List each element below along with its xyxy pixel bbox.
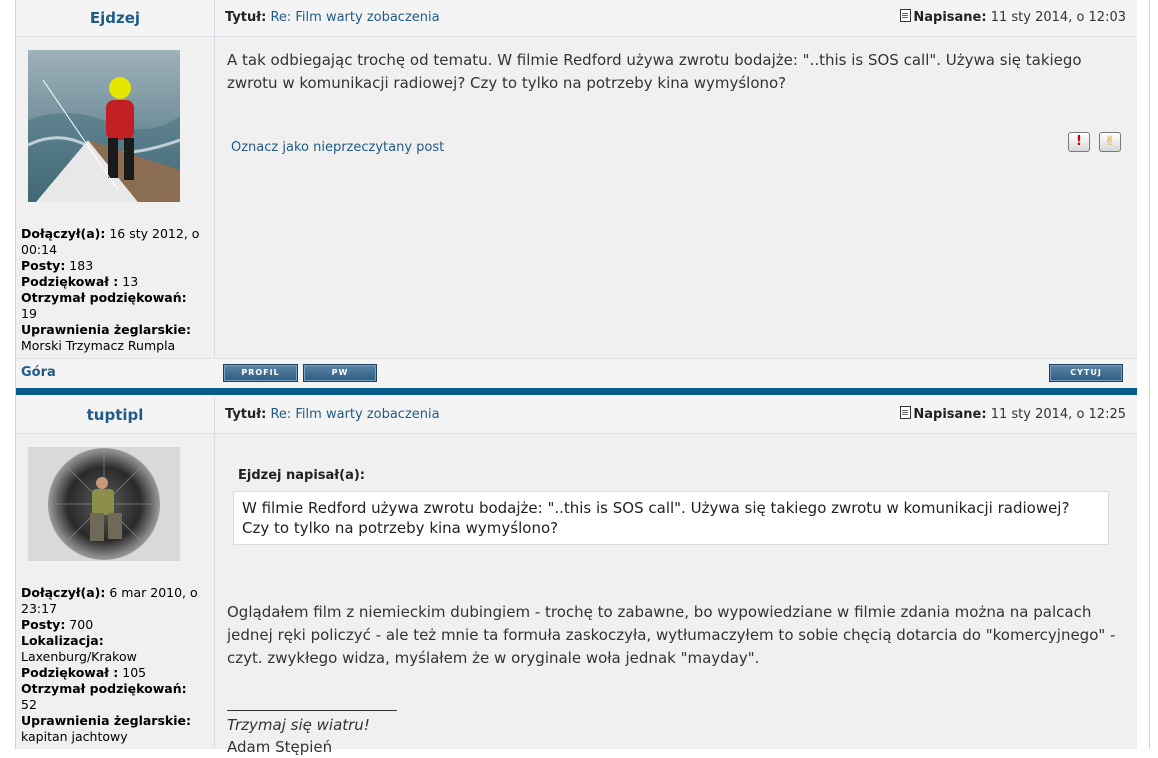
post-footer	[16, 358, 1137, 387]
topic-posts-frame	[15, 0, 1138, 756]
page-right-margin	[1137, 0, 1158, 749]
signature-name: Adam Stępień	[227, 738, 333, 756]
joined-row: Dołączył(a): 6 mar 2010, o 23:17	[21, 585, 198, 616]
post-date: Napisane: 11 sty 2014, o 12:03	[900, 0, 1126, 36]
location-row: Lokalizacja: Laxenburg/Krakow	[21, 633, 137, 664]
received-row: Otrzymał podziękowań: 19	[21, 290, 187, 321]
signature-motto: Trzymaj się wiatru!	[227, 716, 370, 734]
thanked-row: Podziękował : 105	[21, 665, 147, 680]
joined-row: Dołączył(a): 16 sty 2012, o 00:14	[21, 226, 200, 257]
posts-row: Posty: 700	[21, 617, 94, 632]
post-body-column	[215, 0, 1137, 358]
signature-divider	[227, 710, 397, 711]
post-date: Napisane: 11 sty 2014, o 12:25	[900, 397, 1126, 433]
quote-box: W filmie Redford używa zwrotu bodajże: "..this is SOS call". Używa się takiego zwrotu w komunikacji radiowej? Czy to tylko na potrzeby kina wymyślono?	[233, 491, 1109, 545]
post-title-link[interactable]: Re: Film warty zobaczenia	[270, 407, 440, 422]
pm-button[interactable]: PW	[303, 364, 377, 382]
author-column	[16, 397, 215, 749]
post-text: Oglądałem film z niemieckim dubingiem - trochę to zabawne, bo wypowiedziane w filmie zdania można na palcach jednej ręki policzyć - ale też mnie ta formuła zaskoczyła, wytłumaczyłem to sobie chęcią dotarcia do "komercyjnego" -czyt. zwykłego widza, myślałem że w oryginale woła jednak "mayday".	[227, 603, 1116, 667]
report-icon[interactable]: !	[1068, 132, 1090, 152]
author-profile	[21, 226, 211, 354]
profile-button[interactable]: PROFIL	[223, 364, 298, 382]
post-title: Tytuł: Re: Film warty zobaczenia	[225, 407, 440, 422]
author-name[interactable]: tuptipl	[86, 406, 144, 424]
post-separator	[16, 388, 1137, 395]
rights-row: Uprawnienia żeglarskie: Morski Trzymacz Rumpla	[21, 322, 191, 353]
post-tuptipl	[16, 397, 1137, 756]
post-title: Tytuł: Re: Film warty zobaczenia	[225, 10, 440, 25]
avatar	[28, 447, 180, 561]
post-text: A tak odbiegając trochę od tematu. W filmie Redford używa zwrotu bodajże: "..this is SOS call". Używa się takiego zwrotu w komunikacji radiowej? Czy to tylko na potrzeby kina wymyślono?	[227, 51, 1082, 92]
thanked-row: Podziękował : 13	[21, 274, 139, 289]
quote-button[interactable]: CYTUJ	[1049, 364, 1123, 382]
author-profile	[21, 585, 211, 745]
posts-row: Posty: 183	[21, 258, 94, 273]
avatar	[28, 50, 180, 202]
post-body-column	[215, 397, 1137, 756]
rights-row: Uprawnienia żeglarskie: kapitan jachtowy	[21, 713, 191, 744]
post-title-link[interactable]: Re: Film warty zobaczenia	[270, 10, 440, 25]
post-ejdzej	[16, 0, 1137, 358]
quote-author: Ejdzej napisał(a):	[238, 468, 365, 483]
post-document-icon[interactable]	[900, 9, 911, 22]
mark-unread-link[interactable]: Oznacz jako nieprzeczytany post	[231, 140, 445, 155]
top-link[interactable]: Góra	[21, 365, 56, 380]
post-document-icon[interactable]	[900, 406, 911, 419]
author-column	[16, 0, 215, 358]
received-row: Otrzymał podziękowań: 52	[21, 681, 187, 712]
thumbs-up-icon[interactable]: ✌	[1099, 132, 1121, 152]
author-name[interactable]: Ejdzej	[89, 9, 141, 27]
